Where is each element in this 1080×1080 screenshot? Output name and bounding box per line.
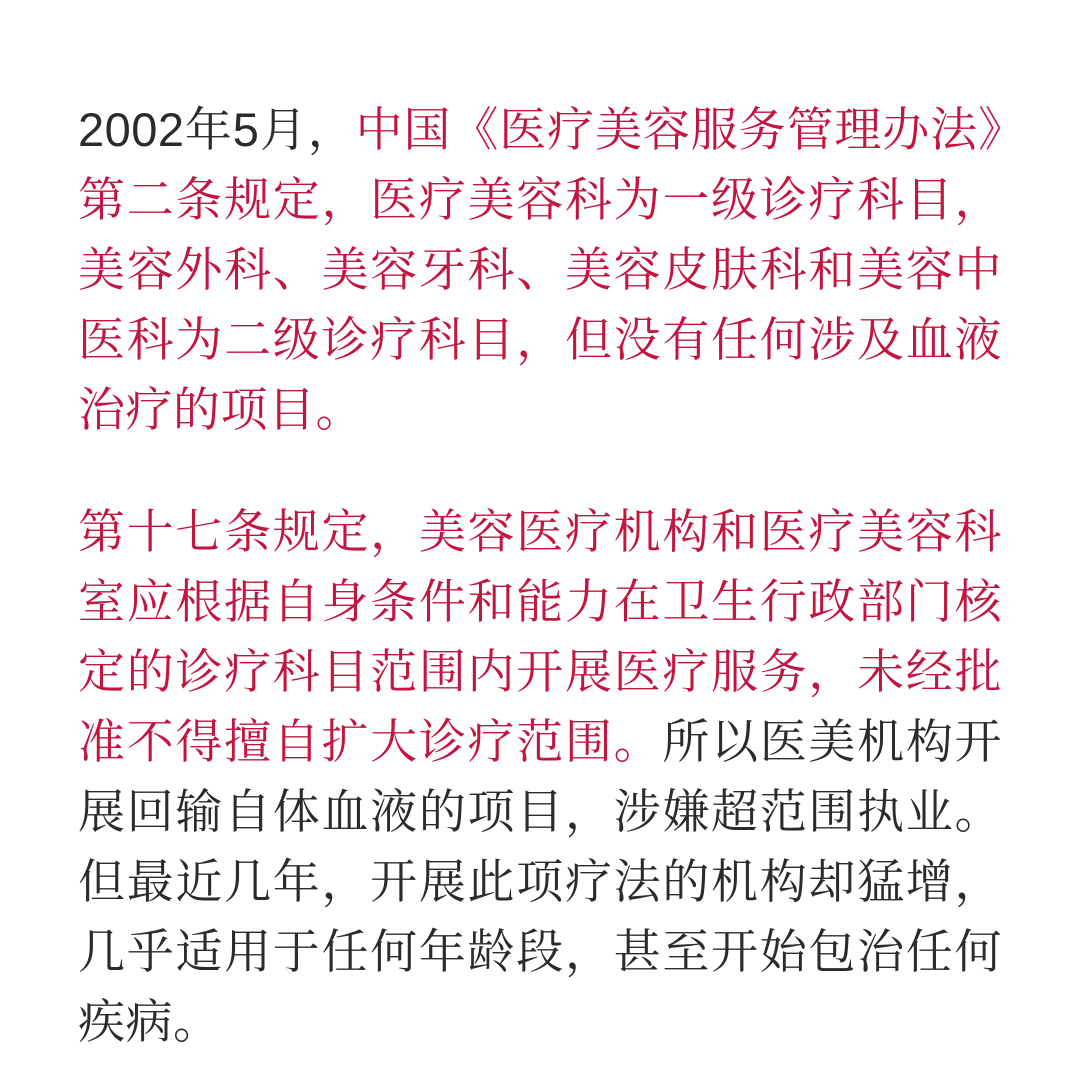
paragraph-2 [78, 497, 1002, 1057]
paragraph-2-run-2: 所以医美机构开展回输自体血液的项目，涉嫌超范围执业。但最近几年，开展此项疗法的机构却猛增，几乎适用于任何年龄段，甚至开始包治任何疾病。 [78, 715, 1003, 1048]
paragraph-1-run-2: 中国《医疗美容服务管理办法》第二条规定，医疗美容科为一级诊疗科目，美容外科、美容牙科、美容皮肤科和美容中医科为二级诊疗科目，但没有任何涉及血液治疗的项目。 [78, 103, 1003, 436]
paragraph-2-run-1: 第十七条规定，美容医疗机构和医疗美容科室应根据自身条件和能力在卫生行政部门核定的诊疗科目范围内开展医疗服务，未经批准不得擅自扩大诊疗范围。 [78, 505, 1002, 768]
paragraph-1 [78, 95, 1002, 445]
paragraph-1-run-1: 2002年5月， [78, 103, 356, 156]
